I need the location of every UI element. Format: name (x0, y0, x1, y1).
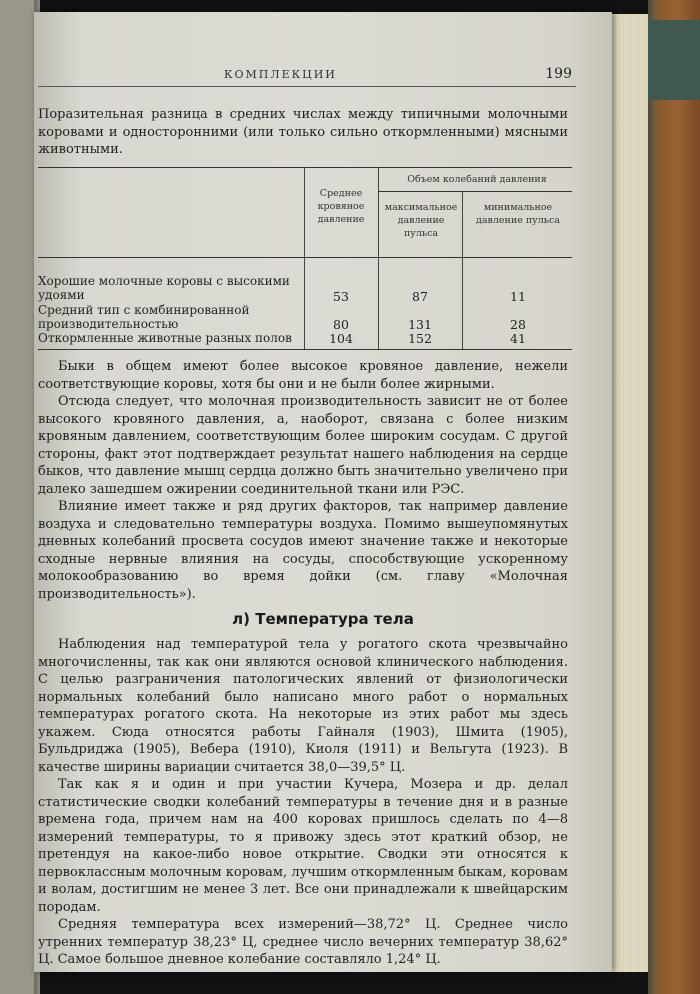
cell-min: 28 (510, 317, 526, 332)
col-header-mean: Среднее кровяное давление (317, 188, 365, 225)
header-rule (38, 86, 576, 87)
book-page (34, 12, 612, 972)
page-header (34, 68, 612, 90)
table-vline (378, 167, 379, 349)
page-edges (606, 14, 654, 972)
cover-band (648, 20, 700, 100)
body-text-block (38, 636, 568, 969)
page-number: 199 (545, 66, 572, 82)
body-text-block (38, 358, 568, 603)
left-page-edge (0, 0, 34, 994)
col-header-group: Объем колебаний давления (407, 174, 547, 185)
section-title: л) Температура тела (232, 610, 414, 628)
paragraph: Средняя температура всех измерений—38,72° Ц. Среднее число утренних температур 38,23° Ц, среднее число вечерних температур 38,62° Ц. Самое большое дневное колебание составляло 1,24° Ц. (38, 917, 568, 967)
paragraph: Отсюда следует, что молочная производительность зависит не от более высокого кровяного давления, а, наоборот, связана с более низким кровяным давлением, соответствующим более широким сосудам. С другой стороны, факт этот подтверждает результат нашего наблюдения на сердце быков, что давление мышц сердца должно быть значительно увеличено при далеко зашедшем ожирении соединительной ткани или РЭС. (38, 394, 568, 497)
paragraph: Быки в общем имеют более высокое кровяное давление, нежели соответствующие коровы, хотя бы они и не были более жирными. (38, 359, 568, 392)
table-vline (304, 167, 305, 349)
running-head: КОМПЛЕКЦИИ (224, 68, 337, 81)
paragraph: Влияние имеет также и ряд других факторов, так например давление воздуха и следовательно температуры воздуха. Помимо вышеупомянутых дневных колебаний просвета сосудов имеют значение также и некоторые сходные нервные влияния на сосуды, способствующие ускоренному молокообразованию во время дойки (см. главу «Молочная производительность»). (38, 499, 568, 602)
cell-max: 152 (408, 331, 432, 346)
cell-max: 131 (408, 317, 432, 332)
col-header-min: минимальное давление пульса (476, 202, 560, 226)
row-label: Хорошие молочные коровы с высокими удоями (38, 274, 290, 302)
paragraph: Наблюдения над температурой тела у рогатого скота чрезвычайно многочисленны, так как они являются основой клинического наблюдения. С целью разграничения патологических явлений от физиологически нормальных колебаний было написано много работ о нормальных температурах рогатого скота. На некоторые из этих работ мы здесь укажем. Сюда относятся работы Гайналя (1903), Шмита (1905), Бульдриджа (1905), Вебера (1910), Киоля (1911) и Вельгута (1923). В качестве ширины вариации считается 38,0—39,5° Ц. (38, 637, 568, 775)
table-top-rule (38, 167, 572, 168)
intro-paragraph (38, 106, 568, 159)
cell-mean: 80 (333, 317, 349, 332)
cell-mean: 104 (329, 331, 353, 346)
table-vline (462, 191, 463, 349)
table-group-rule (378, 191, 572, 192)
table-header-rule (38, 257, 572, 258)
table-bottom-rule (38, 349, 572, 350)
cell-min: 11 (510, 289, 526, 304)
cell-mean: 53 (333, 289, 349, 304)
row-label: Средний тип с комбинированной производительностью (38, 303, 250, 331)
cell-max: 87 (412, 289, 428, 304)
book-cover (648, 0, 700, 994)
intro-text: Поразительная разница в средних числах между типичными молочными коровами и односторонними (или только сильно откормленными) мясными животными. (38, 107, 568, 157)
paragraph: Так как я и один и при участии Кучера, Мозера и др. делал статистические сводки колебаний температуры в течение дня и в разные времена года, причем нам на 400 коровах пришлось сделать по 4—8 измерений температуры, то я привожу здесь этот краткий обзор, не претендуя на какое-либо новое открытие. Сводки эти относятся к первоклассным молочным коровам, лучшим откормленным быкам, коровам и волам, достигшим не менее 3 лет. Все они принадлежали к швейцарским породам. (38, 777, 568, 915)
blood-pressure-table (38, 167, 572, 350)
cell-min: 41 (510, 331, 526, 346)
col-header-max: максимальное давление пульса (384, 202, 458, 239)
row-label: Откормленные животные разных полов (38, 331, 292, 345)
